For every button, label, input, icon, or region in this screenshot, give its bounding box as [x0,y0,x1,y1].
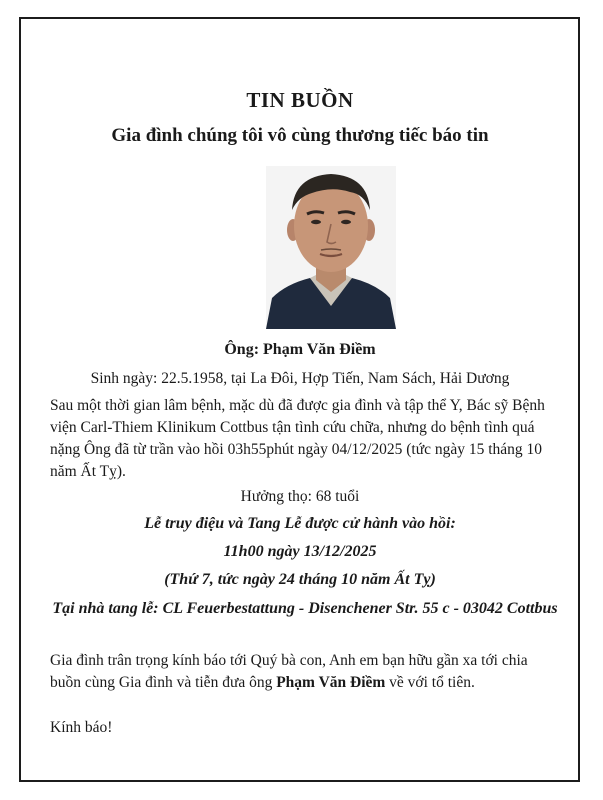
notice-paragraph [50,650,550,694]
notice-text-before: Gia đình trân trọng kính báo tới Quý bà con, Anh em bạn hữu gần xa tới chia buồn cùng Gia đình và tiễn đưa ông [50,652,528,691]
ceremony-time: 11h00 ngày 13/12/2025 [223,543,377,560]
birth-info: Sinh ngày: 22.5.1958, tại La Đôi, Hợp Tiến, Nam Sách, Hải Dương [90,370,510,387]
ceremony-lunar-date: (Thứ 7, tức ngày 24 tháng 10 năm Ất Tỵ) [164,571,436,588]
portrait-photo [266,166,396,329]
portrait-image [266,166,396,329]
notice-subtitle: Gia đình chúng tôi vô cùng thương tiếc báo tin [111,125,489,146]
ceremony-heading: Lễ truy điệu và Tang Lễ được cử hành vào hồi: [144,515,456,532]
closing-line: Kính báo! [50,719,113,736]
deceased-name: Ông: Phạm Văn Điềm [224,341,376,358]
notice-text-after: về với tổ tiên. [385,674,475,691]
notice-deceased-name: Phạm Văn Điềm [276,674,386,691]
age-line: Hưởng thọ: 68 tuổi [240,488,360,505]
funeral-location: Tại nhà tang lễ: CL Feuerbestattung - Disenchener Str. 55 c - 03042 Cottbus [52,600,558,617]
notice-title: TIN BUỒN [246,88,354,112]
illness-paragraph: Sau một thời gian lâm bệnh, mặc dù đã được gia đình và tập thể Y, Bác sỹ Bệnh viện Carl-Thiem Klinikum Cottbus tận tình cứu chữa, nhưng do bệnh tình quá nặng Ông đã từ trần vào hồi 03h55phút ngày 04/12/2025 (tức ngày 15 tháng 10 năm Ất Tỵ). [50,397,545,480]
